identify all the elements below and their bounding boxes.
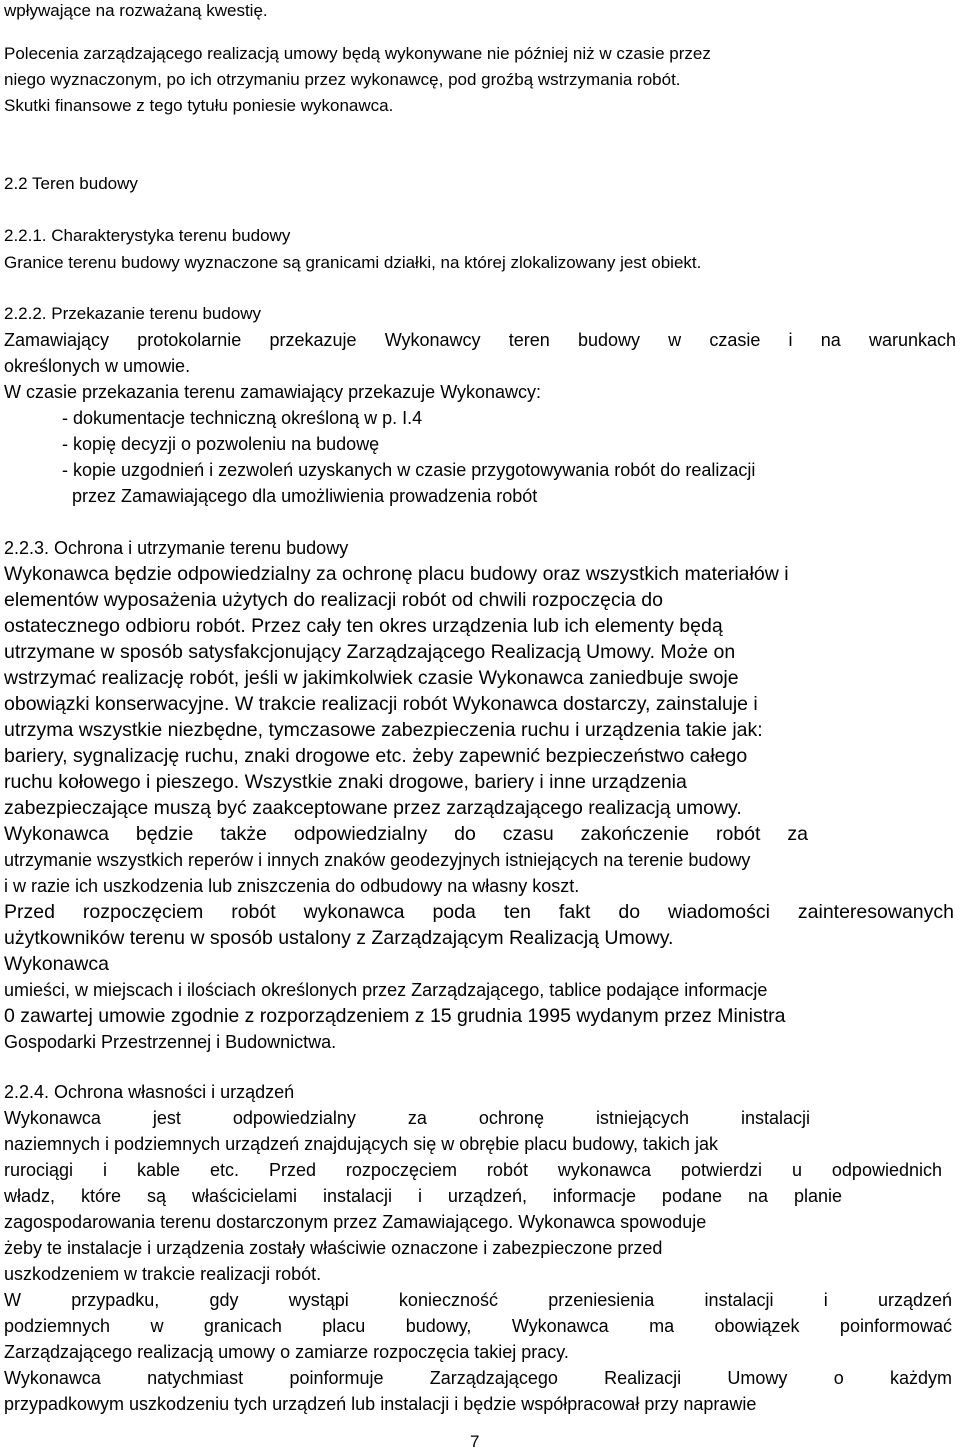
paragraph-line: Przed rozpoczęciem robót wykonawca poda ten fakt do wiadomości zainteresowanych	[4, 901, 954, 923]
paragraph-line: umieści, w miejscach i ilościach określonych przez Zarządzającego, tablice podające informacje	[4, 980, 768, 1000]
subsection-heading: 2.2.1. Charakterystyka terenu budowy	[4, 226, 291, 245]
paragraph-line: władz, które są właścicielami instalacji i urządzeń, informacje podane na planie	[4, 1186, 842, 1206]
paragraph-line: utrzymane w sposób satysfakcjonujący Zarządzającego Realizacją Umowy. Może on	[4, 641, 736, 663]
paragraph-line: 0 zawartej umowie zgodnie z rozporządzeniem z 15 grudnia 1995 wydanym przez Ministra	[4, 1005, 786, 1027]
paragraph-line: użytkowników terenu w sposób ustalony z Zarządzającym Realizacją Umowy.	[4, 927, 674, 949]
paragraph-line: rurociągi i kable etc. Przed rozpoczęciem robót wykonawca potwierdzi u odpowiednich	[4, 1160, 942, 1180]
subsection-heading: 2.2.4. Ochrona własności i urządzeń	[4, 1082, 295, 1102]
paragraph-line: żeby te instalacje i urządzenia zostały właściwie oznaczone i zabezpieczone przed	[4, 1238, 663, 1258]
list-item-continuation: przez Zamawiającego dla umożliwienia prowadzenia robót	[72, 486, 538, 506]
paragraph-line: określonych w umowie.	[4, 356, 191, 376]
page-number: 7	[470, 1432, 480, 1451]
paragraph-line: bariery, sygnalizację ruchu, znaki drogowe etc. żeby zapewnić bezpieczeństwo całego	[4, 745, 748, 767]
intro-tail: wpływające na rozważaną kwestię.	[4, 1, 268, 20]
paragraph-line: elementów wyposażenia użytych do realizacji robót od chwili rozpoczęcia do	[4, 589, 664, 611]
paragraph-line: utrzymanie wszystkich reperów i innych znaków geodezyjnych istniejących na terenie budowy	[4, 850, 751, 870]
paragraph-line: Wykonawca jest odpowiedzialny za ochronę istniejących instalacji	[4, 1108, 810, 1128]
paragraph-line: Polecenia zarządzającego realizacją umowy będą wykonywane nie później niż w czasie przez	[4, 44, 711, 63]
paragraph-line: wstrzymać realizację robót, jeśli w jakimkolwiek czasie Wykonawca zaniedbuje swoje	[4, 667, 739, 689]
paragraph-line: Gospodarki Przestrzennej i Budownictwa.	[4, 1032, 337, 1052]
list-item: - kopię decyzji o pozwoleniu na budowę	[62, 434, 380, 454]
section-heading: 2.2 Teren budowy	[4, 174, 138, 193]
list-item: - kopie uzgodnień i zezwoleń uzyskanych w czasie przygotowywania robót do realizacji	[62, 460, 756, 480]
paragraph-line: zabezpieczające muszą być zaakceptowane przez zarządzającego realizacją umowy.	[4, 797, 742, 819]
paragraph-line: i w razie ich uszkodzenia lub zniszczenia do odbudowy na własny koszt.	[4, 876, 580, 896]
paragraph-line: Skutki finansowe z tego tytułu poniesie wykonawca.	[4, 96, 394, 115]
paragraph-line: Wykonawca	[4, 953, 109, 975]
subsection-heading: 2.2.3. Ochrona i utrzymanie terenu budowy	[4, 538, 349, 558]
paragraph-line: Wykonawca natychmiast poinformuje Zarządzającego Realizacji Umowy o każdym	[4, 1368, 952, 1388]
paragraph-line: zagospodarowania terenu dostarczonym przez Zamawiającego. Wykonawca spowoduje	[4, 1212, 707, 1232]
paragraph-line: naziemnych i podziemnych urządzeń znajdujących się w obrębie placu budowy, takich jak	[4, 1134, 719, 1154]
paragraph-line: Wykonawca będzie odpowiedzialny za ochronę placu budowy oraz wszystkich materiałów i	[4, 563, 789, 585]
paragraph-line: niego wyznaczonym, po ich otrzymaniu przez wykonawcę, pod groźbą wstrzymania robót.	[4, 70, 681, 89]
paragraph-line: uszkodzeniem w trakcie realizacji robót.	[4, 1264, 322, 1284]
paragraph-line: obowiązki konserwacyjne. W trakcie realizacji robót Wykonawca dostarczy, zainstaluje i	[4, 693, 758, 715]
paragraph-line: przypadkowym uszkodzeniu tych urządzeń lub instalacji i będzie współpracował przy naprawie	[4, 1394, 757, 1414]
list-item: - dokumentacje techniczną określoną w p. I.4	[62, 408, 423, 428]
paragraph-line: Granice terenu budowy wyznaczone są granicami działki, na której zlokalizowany jest obiekt.	[4, 253, 702, 272]
paragraph-line: W przypadku, gdy wystąpi konieczność przeniesienia instalacji i urządzeń	[4, 1290, 952, 1310]
paragraph-line: Zamawiający protokolarnie przekazuje Wykonawcy teren budowy w czasie i na warunkach	[4, 330, 956, 350]
subsection-heading: 2.2.2. Przekazanie terenu budowy	[4, 304, 262, 323]
paragraph-line: podziemnych w granicach placu budowy, Wykonawca ma obowiązek poinformować	[4, 1316, 952, 1336]
paragraph-line: Zarządzającego realizacją umowy o zamiarze rozpoczęcia takiej pracy.	[4, 1342, 569, 1362]
paragraph-line: utrzyma wszystkie niezbędne, tymczasowe zabezpieczenia ruchu i urządzenia takie jak:	[4, 719, 763, 741]
paragraph-line: W czasie przekazania terenu zamawiający przekazuje Wykonawcy:	[4, 382, 542, 402]
paragraph-line: Wykonawca będzie także odpowiedzialny do czasu zakończenie robót za	[4, 823, 808, 845]
paragraph-line: ostatecznego odbioru robót. Przez cały ten okres urządzenia lub ich elementy będą	[4, 615, 723, 637]
paragraph-line: ruchu kołowego i pieszego. Wszystkie znaki drogowe, bariery i inne urządzenia	[4, 771, 687, 793]
